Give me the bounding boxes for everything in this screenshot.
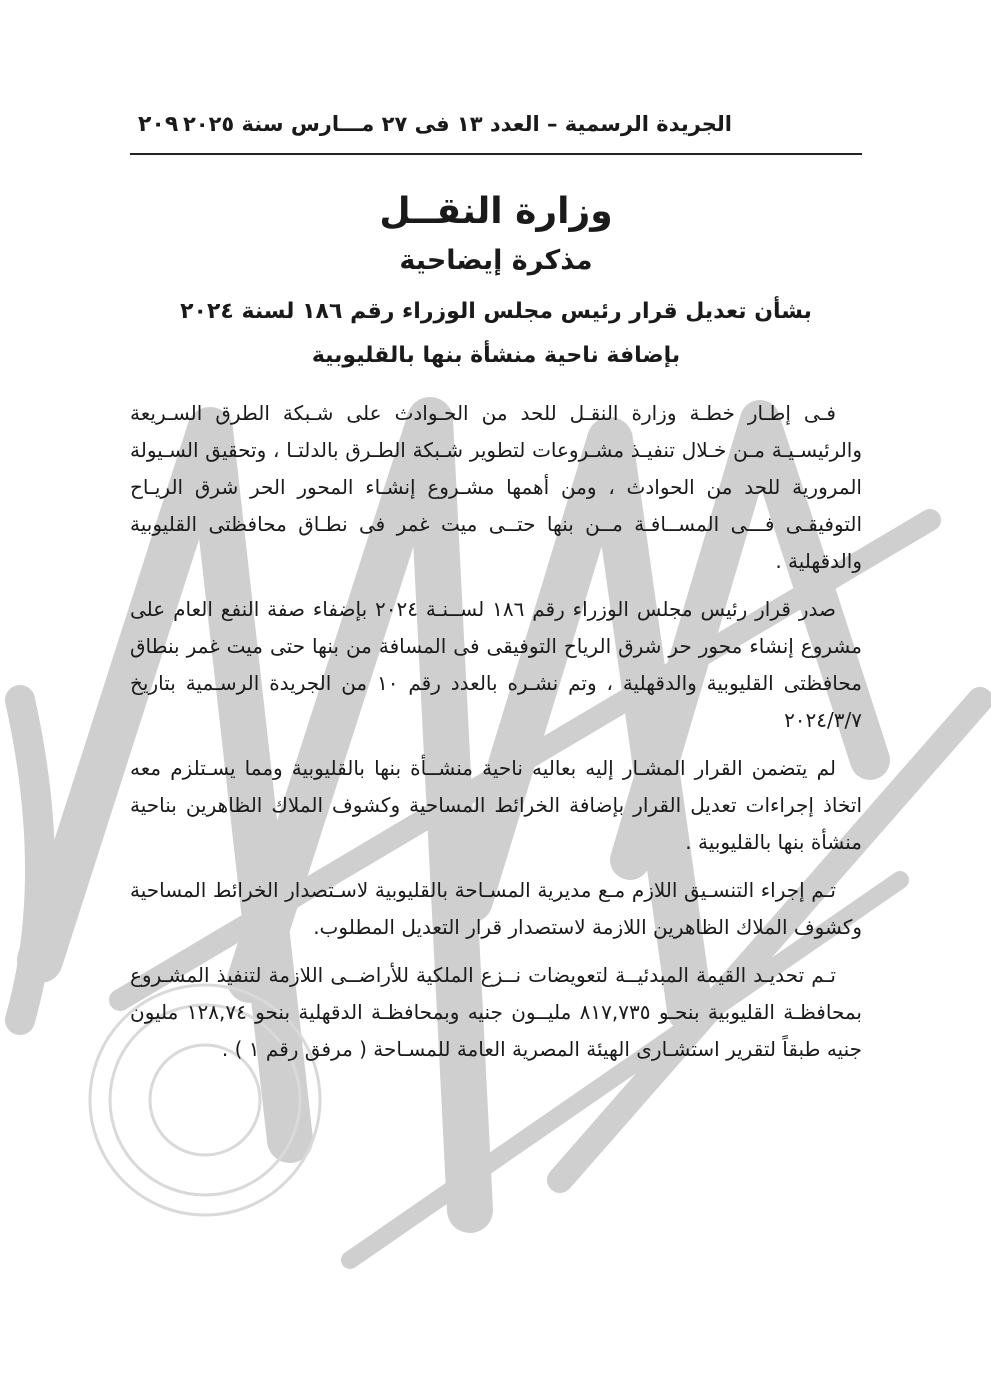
paragraph-coordination: تـم إجراء التنسـيق اللازم مـع مديرية المسـاحة بالقليوبية لاسـتصدار الخرائط المساحية وكشوف الملاك الظاهرين اللازمة لاستصدار قرار التعديل المطلوب. — [130, 878, 862, 939]
title-block — [130, 185, 862, 371]
ministry-title: وزارة النقــل — [379, 191, 613, 232]
paragraph-omission: لم يتضمن القرار المشـار إليه بعاليه ناحية منشــأة بنها بالقليوبية ومما يسـتلزم معه اتخاذ إجراءات تعديل القرار بإضافة الخرائط المساحية وكشوف الملاك الظاهرين بناحية منشأة بنها بالقليوبية . — [130, 756, 862, 854]
memo-title: مذكرة إيضاحية — [399, 245, 593, 276]
paragraph-context: فـى إطـار خطـة وزارة النقـل للحد من الحـوادث على شـبكة الطرق السـريعة والرئيسـيـة مـن خـلال تنفيـذ مشـروعات لتطوير شـبكة الطـرق بالدلتـا ، وتحقيق السـيولة المرورية للحد من الحوادث ، ومن أهمها مشـروع إنشـاء المحور الحر شرق الريـاح التوفيقـى فـــى المســافـة مــن بنها حتــى ميت غمر فى نطـاق محافظتى القليوبية والدقهلية . — [130, 401, 862, 573]
header-divider — [130, 153, 862, 155]
gazette-issue-info: الجريدة الرسمية – العدد ١٣ فى ٢٧ مـــارس سنة ٢٠٢٥ — [182, 112, 732, 136]
memo-body — [130, 395, 862, 1079]
subject-line-2: بإضافة ناحية منشأة بنها بالقليوبية — [311, 343, 681, 368]
paragraph-compensation: تـم تحديـد القيمة المبدئيــة لتعويضات نــزع الملكية للأراضــى اللازمة لتنفيذ المشـروع بمحافظـة القليوبية بنحـو ٨١٧,٧٣٥ مليــون جنيه وبمحافظـة الدقهلية بنحو ١٢٨,٧٤ مليون جنيه طبقاً لتقرير استشـارى الهيئة المصرية العامة للمسـاحة ( مرفق رقم ١ ) . — [130, 963, 862, 1061]
paragraph-decree: صدر قرار رئيس مجلس الوزراء رقم ١٨٦ لســنـة ٢٠٢٤ بإضفاء صفة النفع العام على مشروع إنشاء محور حر شرق الرياح التوفيقى فى المسافة من بنها حتى ميت غمر بنطاق محافظتى القليوبية والدقهلية ، وتم نشـره بالعدد رقم ١٠ من الجريدة الرسـمية بتاريخ ٢٠٢٤/٣/٧ — [130, 597, 862, 732]
subject-line-1: بشأن تعديل قرار رئيس مجلس الوزراء رقم ١٨٦ لسنة ٢٠٢٤ — [180, 299, 812, 324]
page-header — [132, 112, 732, 148]
page-number: ٢٠٩ — [138, 112, 179, 137]
